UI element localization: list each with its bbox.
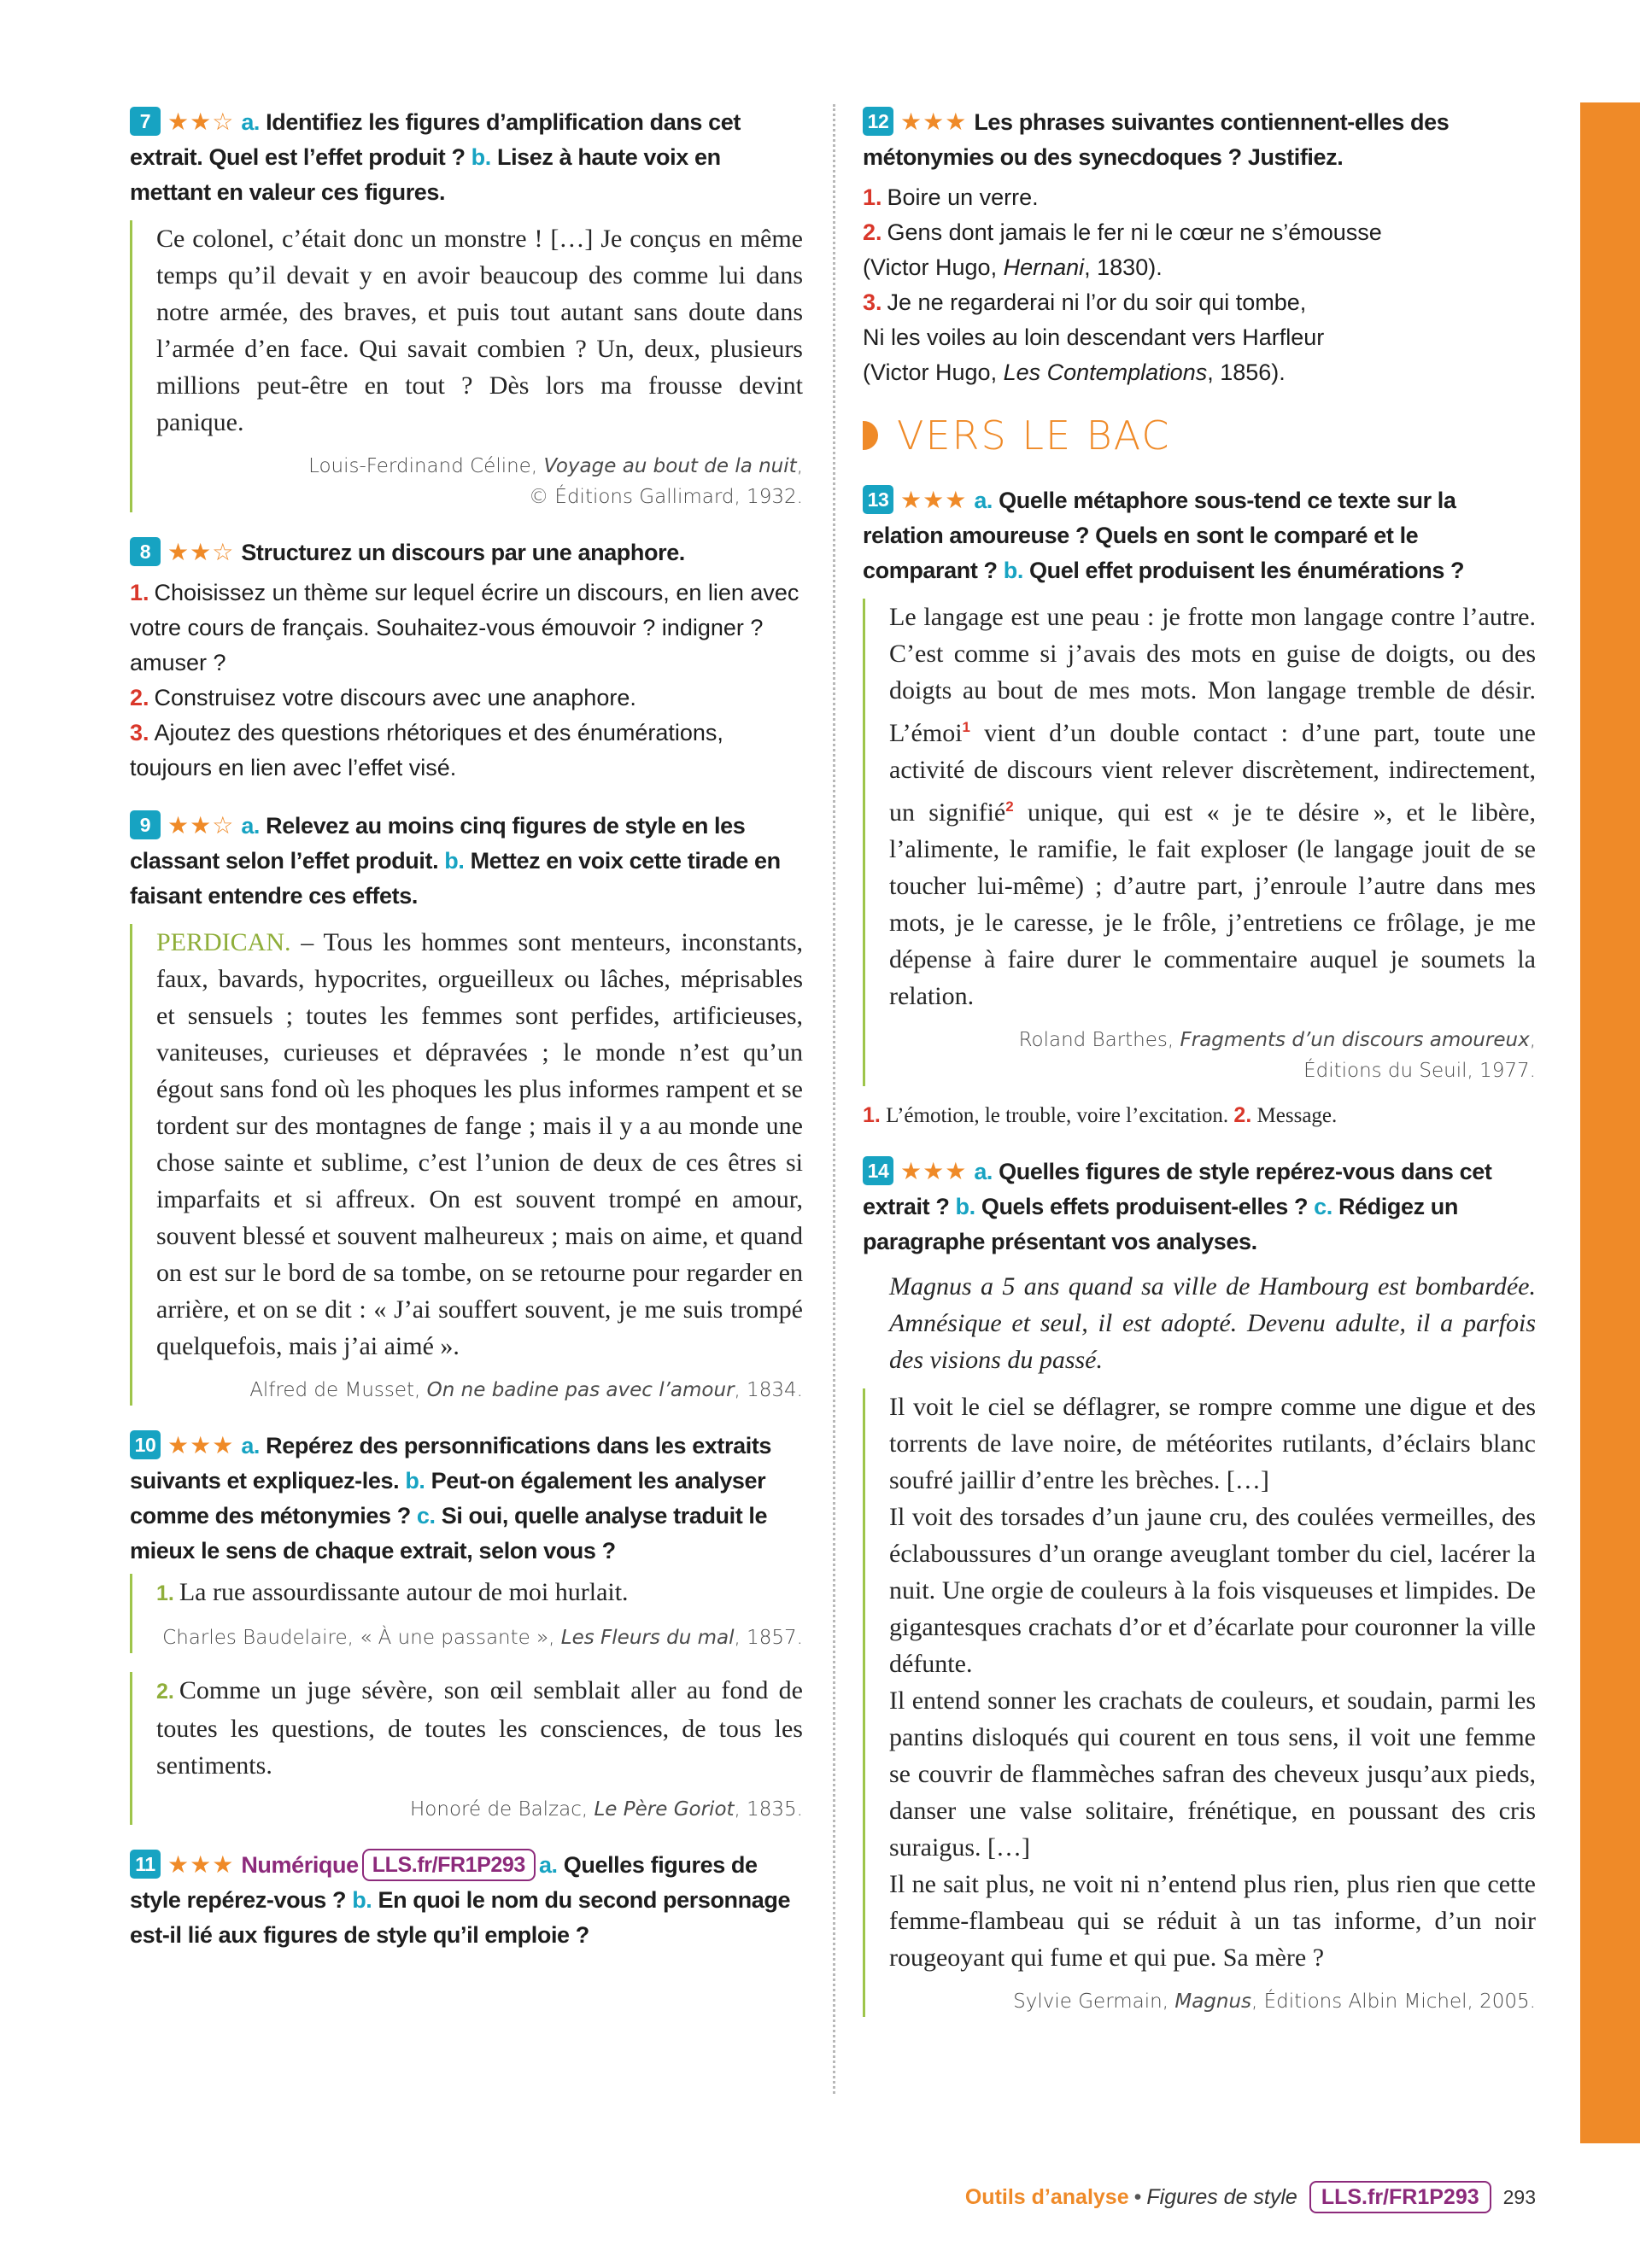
question-part-b: Quel effet produisent les énumérations ?: [1022, 558, 1465, 583]
part-label-b: b.: [444, 848, 465, 874]
section-title: VERS LE BAC: [897, 412, 1171, 459]
question-part-b: Mettez en voix cette tirade en faisant entendre ces effets.: [130, 848, 781, 909]
question-part-c: Rédigez un paragraphe présentant vos analyses.: [863, 1194, 1458, 1254]
item-source-rest: , 1856).: [1207, 359, 1286, 385]
source-author: Charles Baudelaire, « À une passante »,: [162, 1627, 561, 1649]
quote-block: [130, 924, 803, 1406]
quote-block-1: [130, 1574, 803, 1653]
question-text: Structurez un discours par une anaphore.: [241, 540, 685, 565]
part-label-c: c.: [416, 1503, 436, 1529]
part-label-b: b.: [471, 144, 491, 170]
half-circle-icon: [863, 421, 878, 450]
item-text: Gens dont jamais le fer ni le cœur ne s’émousse: [887, 219, 1382, 245]
part-label-b: b.: [352, 1887, 372, 1913]
footnote-number: 1.: [863, 1103, 881, 1127]
source-title: Magnus: [1174, 1990, 1252, 2013]
part-label-b: b.: [405, 1468, 425, 1493]
source-author: Honoré de Balzac,: [410, 1798, 594, 1821]
context-intro: Magnus a 5 ans quand sa ville de Hambourg est bombardée. Amnésique et seul, il est adopté. Devenu adulte, il a parfois des visions du passé.: [889, 1272, 1536, 1374]
quote-source: [889, 1986, 1536, 2017]
extract-text: La rue assourdissante autour de moi hurlait.: [179, 1578, 629, 1606]
quote-paragraph: Il voit le ciel se déflagrer, se rompre comme une digue et des torrents de lave noire, de météorites rutilants, d’éclairs blanc soufré jaillir d’entre les brèches. […]: [889, 1393, 1536, 1494]
quote-paragraph: Il voit des torsades d’un jaune cru, des coulées vermeilles, des éclaboussures d’un orange aveuglant tomber du ciel, lacérer la nuit. Une orgie de couleurs à la fois visqueuses et limpides. De gigantesques crachats d’or et d’écarlate pour couronner la ville défunte.: [889, 1503, 1536, 1678]
source-title: Voyage au bout de la nuit: [543, 455, 797, 477]
footnote-ref: 2: [1005, 798, 1014, 815]
source-author: Roland Barthes,: [1018, 1029, 1180, 1051]
question-part-a: Identifiez les figures d’amplification dans cet extrait. Quel est l’effet produit ?: [130, 109, 741, 170]
exercise-number-badge: 14: [863, 1156, 893, 1185]
question-part-b: En quoi le nom du second personnage est-il lié aux figures de style qu’il emploie ?: [130, 1887, 791, 1948]
source-publisher: © Éditions Gallimard, 1932.: [529, 486, 803, 508]
exercise-12: [863, 104, 1536, 390]
quote-part: vient d’un double contact : d’une part, toute une activité de discours vient relever discrètement, indirectement, un signifié: [889, 719, 1536, 827]
part-label-a: a.: [538, 1852, 558, 1878]
speaker-name: PERDICAN.: [156, 928, 291, 956]
exercise-9: [130, 808, 803, 1406]
page-number: 293: [1502, 2185, 1536, 2208]
quote-block: [863, 599, 1536, 1086]
section-heading: [863, 412, 1536, 459]
difficulty-stars-icon: ★★☆: [167, 108, 235, 135]
quote-text: [156, 924, 803, 1365]
item-source: (Victor Hugo,: [863, 359, 1004, 385]
quote-paragraph: Il entend sonner les crachats de couleurs, et soudain, parmi les pantins disloqués qui courent en tous sens, il voit une femme se couvrir de flammèches safran des cheveux jusqu’aux pieds, danser une valse solitaire, frénétique, en poussant des cris suraigus. […]: [889, 1686, 1536, 1862]
item-number: 3.: [863, 289, 882, 315]
item-text: Construisez votre discours avec une anaphore.: [154, 685, 636, 710]
exercise-12-question: [863, 104, 1536, 175]
quote-block: [130, 220, 803, 512]
tirade-text: – Tous les hommes sont menteurs, inconstants, faux, bavards, hypocrites, orgueilleux ou lâches, méprisables et sensuels ; toutes les femmes sont perfides, artificieuses, vaniteuses, curieuses et dépravées ; le monde n’est qu’un égout sans fond où les phoques les plus informes rampent et se tordent sur des montagnes de fange ; mais il y a au monde une chose sainte et sublime, c’est l’union de deux de ces êtres si imparfaits et si affreux. On est souvent trompé en amour, souvent blessé et souvent malheureux ; mais on aime, et quand on est sur le bord de sa tombe, on se retourne pour regarder en arrière, et on se dit : « J’ai souffert souvent, je me suis trompé quelquefois, mais j’ai aimé ».: [156, 928, 803, 1360]
difficulty-stars-icon: ★★★: [167, 1432, 235, 1458]
quote-source: [889, 1025, 1536, 1086]
exercise-14-question: [863, 1154, 1536, 1260]
item-source-title: Hernani: [1003, 254, 1085, 280]
item-number: 2.: [863, 219, 882, 245]
difficulty-stars-icon: ★★★: [167, 1851, 235, 1878]
exercise-8-question: [130, 535, 803, 570]
source-rest: , 1835.: [734, 1798, 803, 1821]
exercise-number-badge: 12: [863, 107, 893, 136]
footnote-number: 2.: [1233, 1103, 1252, 1127]
item-number: 1.: [863, 184, 882, 210]
source-rest: , 1834.: [734, 1379, 803, 1401]
exercise-number-badge: 9: [130, 810, 161, 839]
page-footer: [965, 2181, 1536, 2213]
source-author: Sylvie Germain,: [1013, 1990, 1175, 2013]
question-part-a: Quelle métaphore sous-tend ce texte sur la relation amoureuse ? Quels en sont le comparé et le comparant ?: [863, 488, 1456, 583]
exercise-number-badge: 7: [130, 107, 161, 136]
footnotes: [863, 1100, 1536, 1131]
source-title: Les Fleurs du mal: [560, 1627, 735, 1649]
source-publisher: Éditions du Seuil, 1977.: [1303, 1060, 1536, 1082]
quote-text: [156, 1672, 803, 1784]
question-part-c: Si oui, quelle analyse traduit le mieux le sens de chaque extrait, selon vous ?: [130, 1503, 768, 1564]
source-title: On ne badine pas avec l’amour: [426, 1379, 735, 1401]
part-label-a: a.: [241, 109, 261, 135]
item-source-title: Les Contemplations: [1003, 359, 1208, 385]
question-part-b: Quels effets produisent-elles ?: [975, 1194, 1315, 1219]
item-text: Choisissez un thème sur lequel écrire un discours, en lien avec votre cours de français. Souhaitez-vous émouvoir ? indigner ? amuser ?: [130, 580, 800, 675]
part-label-a: a.: [974, 488, 993, 513]
exercise-13-question: [863, 482, 1536, 588]
source-rest: , 1857.: [734, 1627, 803, 1649]
left-column: [130, 104, 803, 1975]
part-label-b: b.: [1003, 558, 1023, 583]
question-part-b: Lisez à haute voix en mettant en valeur ces figures.: [130, 144, 721, 205]
quote-source: [156, 1622, 803, 1653]
lls-link[interactable]: LLS.fr/FR1P293: [362, 1849, 536, 1881]
numeric-label: Numérique: [241, 1852, 359, 1878]
quote-part: Le langage est une peau : je frotte mon langage contre l’autre. C’est comme si j’avais des mots en guise de doigts, ou des doigts au bout de mes mots. Mon langage tremble de désir. L’émoi: [889, 603, 1536, 747]
part-label-b: b.: [955, 1194, 975, 1219]
difficulty-stars-icon: ★★★: [900, 487, 968, 513]
footnote-text: Message.: [1251, 1104, 1338, 1127]
source-rest: , Éditions Albin Michel, 2005.: [1251, 1990, 1536, 2013]
extract-number: 2.: [156, 1680, 174, 1704]
column-divider: [833, 104, 835, 2094]
part-label-a: a.: [974, 1159, 993, 1184]
exercise-number-badge: 11: [130, 1850, 161, 1879]
part-label-c: c.: [1314, 1194, 1332, 1219]
quote-source: [156, 451, 803, 512]
difficulty-stars-icon: ★★★: [900, 108, 968, 135]
item-source-rest: , 1830).: [1084, 254, 1163, 280]
sentence-list: [863, 180, 1536, 390]
question-part-b: Peut-on également les analyser comme des métonymies ?: [130, 1468, 766, 1529]
extract-text: Comme un juge sévère, son œil semblait aller au fond de toutes les questions, de toutes les consciences, de tous les sentiments.: [156, 1676, 803, 1780]
part-label-a: a.: [241, 813, 261, 839]
right-column: [863, 104, 1536, 2039]
exercise-number-badge: 8: [130, 537, 161, 566]
quote-paragraph: Il ne sait plus, ne voit ni n’entend plus rien, plus rien que cette femme-flambeau qui se réduit à un tas informe, d’un noir rougeoyant qui fume et qui pue. Sa mère ?: [889, 1870, 1536, 1972]
quote-text: [156, 1574, 803, 1612]
instruction-list: [130, 576, 803, 786]
list-item: [130, 681, 803, 716]
source-rest: ,: [1529, 1029, 1536, 1051]
quote-source: [156, 1375, 803, 1406]
item-source: (Victor Hugo,: [863, 254, 1004, 280]
item-text: Ajoutez des questions rhétoriques et des énumérations, toujours en lien avec l’effet visé.: [130, 720, 723, 780]
exercise-8: [130, 535, 803, 786]
list-item: [863, 285, 1536, 390]
footnote-text: L’émotion, le trouble, voire l’excitation.: [880, 1104, 1234, 1127]
exercise-14: [863, 1154, 1536, 2017]
exercise-10: [130, 1428, 803, 1825]
exercise-number-badge: 13: [863, 485, 893, 514]
difficulty-stars-icon: ★★☆: [167, 812, 235, 839]
item-text: Boire un verre.: [887, 184, 1039, 210]
footnote-ref: 1: [962, 719, 971, 735]
exercise-11-question: [130, 1847, 803, 1953]
source-author: Alfred de Musset,: [249, 1379, 427, 1401]
item-number: 2.: [130, 685, 149, 710]
question-text: Les phrases suivantes contiennent-elles des métonymies ou des synecdoques ? Justifiez.: [863, 109, 1450, 170]
exercise-9-question: [130, 808, 803, 914]
question-part-a: Relevez au moins cinq figures de style en les classant selon l’effet produit.: [130, 813, 746, 874]
difficulty-stars-icon: ★★☆: [167, 539, 235, 565]
source-title: Le Père Goriot: [594, 1798, 735, 1821]
quote-block-2: [130, 1672, 803, 1825]
side-accent-bar: [1580, 102, 1640, 2143]
footer-separator: •: [1133, 2184, 1142, 2209]
exercise-13: [863, 482, 1536, 1131]
quote-source: [156, 1794, 803, 1825]
list-item: [863, 215, 1536, 285]
question-part-a: Quelles figures de style repérez-vous ?: [130, 1852, 758, 1913]
source-title: Fragments d’un discours amoureux: [1180, 1029, 1530, 1051]
exercise-10-question: [130, 1428, 803, 1569]
exercise-11: [130, 1847, 803, 1953]
difficulty-stars-icon: ★★★: [900, 1158, 968, 1184]
item-number: 1.: [130, 580, 149, 605]
exercise-number-badge: 10: [130, 1430, 161, 1459]
item-text: Je ne regarderai ni l’or du soir qui tombe,: [887, 289, 1307, 315]
source-rest: ,: [796, 455, 803, 477]
item-text-line2: Ni les voiles au loin descendant vers Harfleur: [863, 324, 1325, 350]
quote-part: unique, qui est « je te désire », et le libère, l’alimente, le ramifie, le fait exploser (le langage jouit de se toucher lui-même) ; d’autre part, j’enroule l’autre dans mes mots, je le caresse, je le frôle, j’entretiens ce frôlage, je me dépense à faire durer le commentaire auquel je soumets la relation.: [889, 798, 1536, 1010]
footer-lls-link[interactable]: LLS.fr/FR1P293: [1309, 2181, 1491, 2213]
list-item: [130, 576, 803, 681]
quote-block: [863, 1388, 1536, 2017]
footer-topic: Figures de style: [1146, 2184, 1297, 2209]
list-item: [863, 180, 1536, 215]
exercise-7-question: [130, 104, 803, 210]
item-number: 3.: [130, 720, 149, 745]
part-label-a: a.: [241, 1433, 261, 1458]
list-item: [130, 716, 803, 786]
extract-number: 1.: [156, 1581, 174, 1605]
quote-text: [889, 599, 1536, 1014]
question-part-a: Repérez des personnifications dans les extraits suivants et expliquez-les.: [130, 1433, 772, 1493]
exercise-7: [130, 104, 803, 512]
footer-section: Outils d’analyse: [964, 2184, 1129, 2209]
question-part-a: Quelles figures de style repérez-vous dans cet extrait ?: [863, 1159, 1492, 1219]
quote-text: Ce colonel, c’était donc un monstre ! […] Je conçus en même temps qu’il devait y en avoir beaucoup des comme lui dans notre armée, des braves, et puis tout autant sans doute dans l’armée d’en face. Qui savait combien ? Un, deux, plusieurs millions peut-être en tout ? Dès lors ma frousse devint panique.: [156, 225, 803, 436]
source-author: Louis-Ferdinand Céline,: [308, 455, 544, 477]
